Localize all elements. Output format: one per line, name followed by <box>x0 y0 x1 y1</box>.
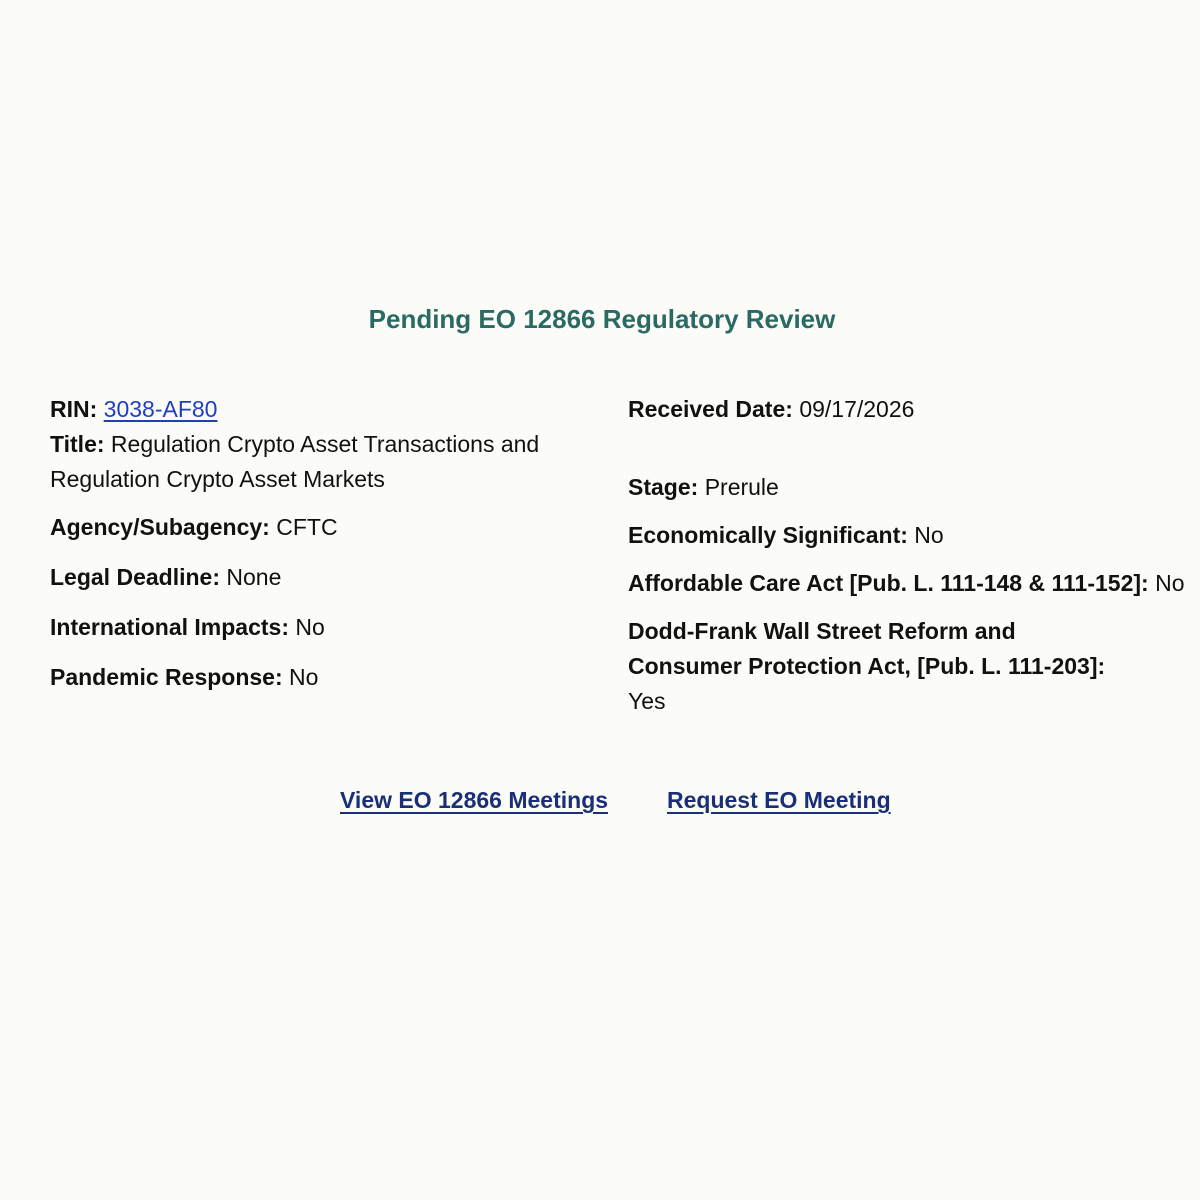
economically-significant-field <box>628 518 1188 566</box>
title-value: Regulation Crypto Asset Transactions and Regulation Crypto Asset Markets <box>50 431 540 492</box>
pandemic-response-field <box>50 660 550 695</box>
rin-link[interactable]: 3038-AF80 <box>103 396 218 422</box>
view-meetings-link[interactable]: View EO 12866 Meetings <box>340 787 609 813</box>
economically-significant-value: No <box>914 522 944 548</box>
agency-value: CFTC <box>276 514 338 540</box>
dodd-frank-label: Dodd-Frank Wall Street Reform and Consumer Protection Act, [Pub. L. 111-203]: <box>628 618 1106 679</box>
stage-label: Stage: <box>628 474 699 500</box>
stage-value: Prerule <box>704 474 779 500</box>
received-date-field <box>628 392 1188 470</box>
title-field <box>50 427 550 510</box>
agency-label: Agency/Subagency: <box>50 514 270 540</box>
pandemic-response-value: No <box>289 664 319 690</box>
request-meeting-link[interactable]: Request EO Meeting <box>667 787 891 813</box>
international-impacts-value: No <box>295 614 325 640</box>
economically-significant-label: Economically Significant: <box>628 522 908 548</box>
affordable-care-act-label: Affordable Care Act [Pub. L. 111-148 & 111-152]: <box>628 570 1149 596</box>
right-column <box>628 392 1188 719</box>
rin-label: RIN: <box>50 396 98 422</box>
dodd-frank-field <box>628 614 1128 719</box>
stage-field <box>628 470 1188 518</box>
legal-deadline-value: None <box>226 564 282 590</box>
international-impacts-label: International Impacts: <box>50 614 289 640</box>
received-date-label: Received Date: <box>628 396 793 422</box>
received-date-value: 09/17/2026 <box>799 396 915 422</box>
legal-deadline-label: Legal Deadline: <box>50 564 220 590</box>
affordable-care-act-value: No <box>1155 570 1185 596</box>
title-label: Title: <box>50 431 105 457</box>
agency-field <box>50 510 550 560</box>
pandemic-response-label: Pandemic Response: <box>50 664 283 690</box>
left-column <box>50 392 550 695</box>
page-title: Pending EO 12866 Regulatory Review <box>368 304 836 334</box>
rin-field <box>50 392 550 427</box>
affordable-care-act-field <box>628 566 1188 614</box>
dodd-frank-value: Yes <box>628 688 666 714</box>
international-impacts-field <box>50 610 550 660</box>
legal-deadline-field <box>50 560 550 610</box>
